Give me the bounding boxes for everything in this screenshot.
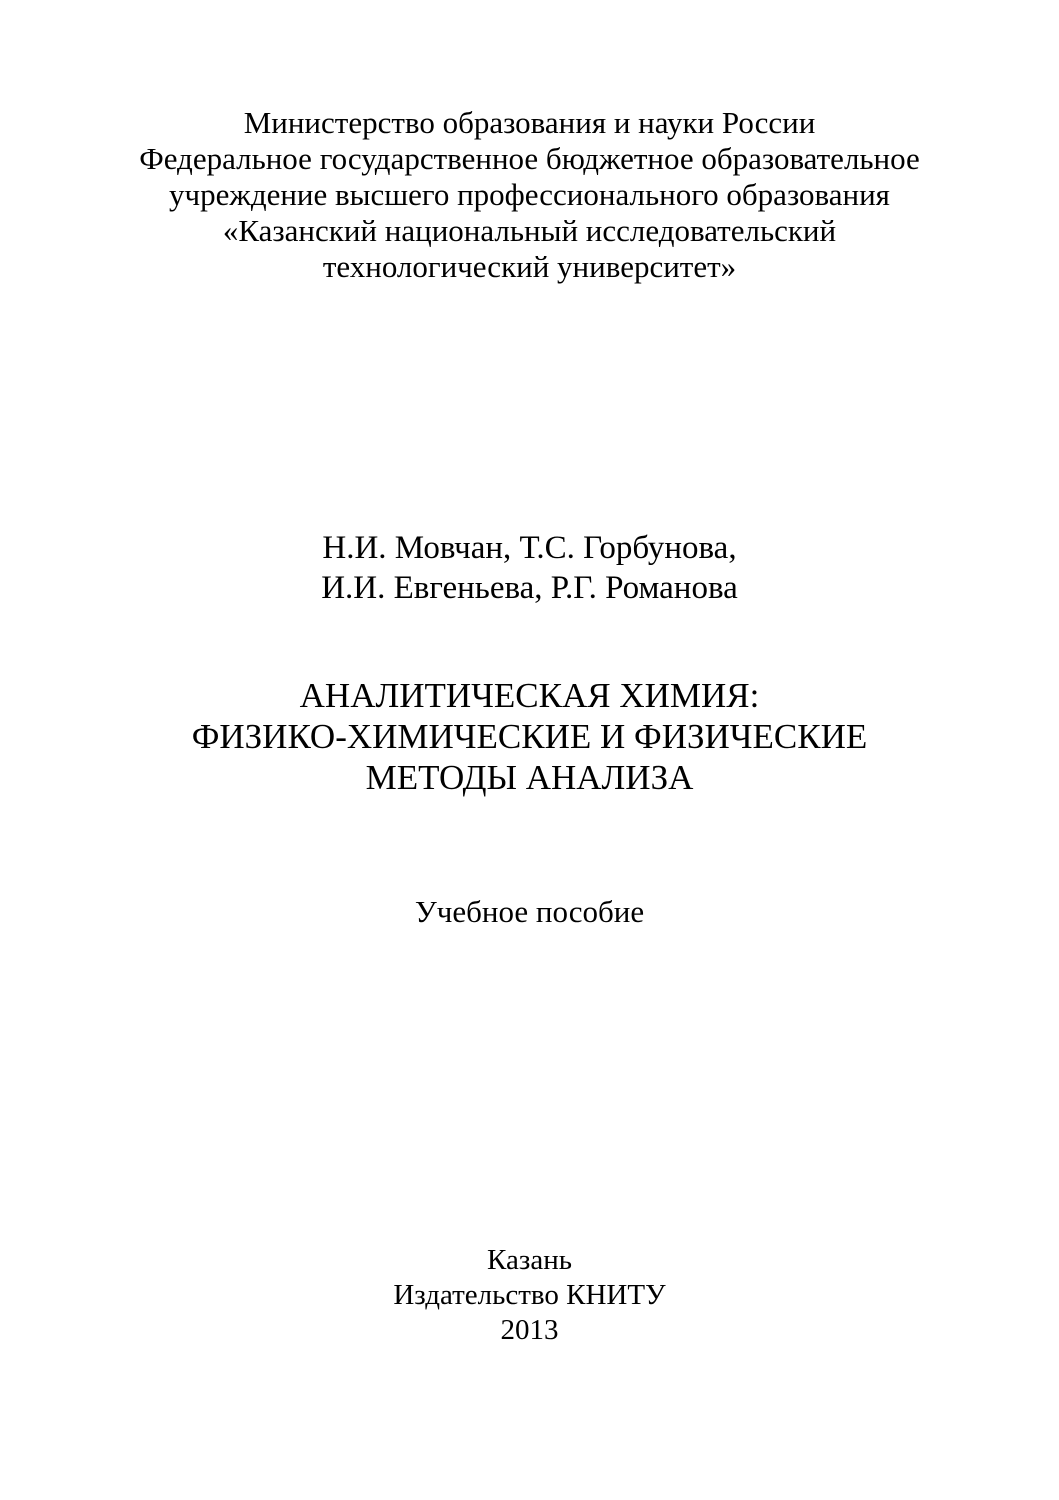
title-line: ФИЗИКО-ХИМИЧЕСКИЕ И ФИЗИЧЕСКИЕ xyxy=(191,717,868,756)
authors xyxy=(0,528,1059,608)
title-line: МЕТОДЫ АНАЛИЗА xyxy=(365,758,694,797)
imprint-year: 2013 xyxy=(500,1314,559,1346)
imprint-publisher: Издательство КНИТУ xyxy=(393,1279,666,1311)
title-line: АНАЛИТИЧЕСКАЯ ХИМИЯ: xyxy=(299,676,760,715)
subtitle-text: Учебное пособие xyxy=(414,894,645,929)
institution-line: Министерство образования и науки России xyxy=(243,105,816,140)
authors-line: Н.И. Мовчан, Т.С. Горбунова, xyxy=(322,530,737,566)
institution-line: «Казанский национальный исследовательский xyxy=(222,213,837,248)
imprint-city: Казань xyxy=(487,1244,572,1276)
institution-line: учреждение высшего профессионального образования xyxy=(169,177,890,212)
institution-line: Федеральное государственное бюджетное образовательное xyxy=(139,141,920,176)
book-title xyxy=(0,675,1059,798)
institution-header xyxy=(0,105,1059,285)
authors-line: И.И. Евгеньева, Р.Г. Романова xyxy=(321,570,738,606)
institution-line: технологический университет» xyxy=(322,249,737,284)
imprint xyxy=(0,1243,1059,1348)
book-subtitle xyxy=(0,893,1059,931)
